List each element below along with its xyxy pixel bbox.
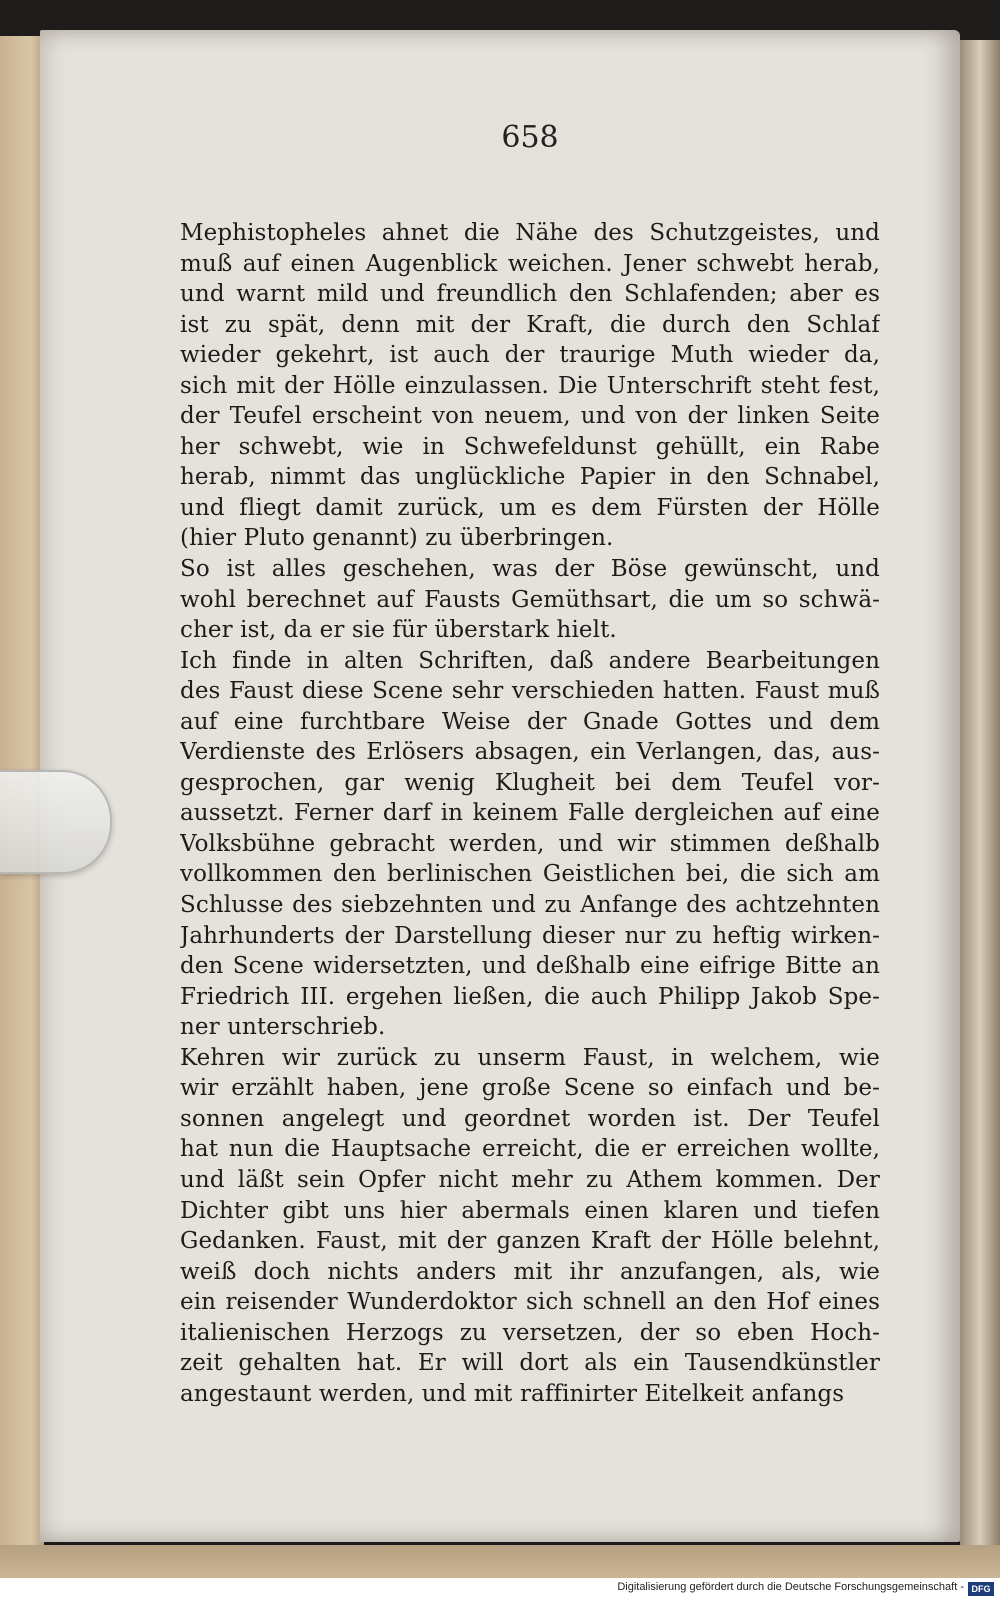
text-line: auf eine furchtbare Weise der Gnade Gottes und dem xyxy=(180,708,880,735)
text-line: Schlusse des siebzehnten und zu Anfange des achtzehnten xyxy=(180,892,880,919)
text-line: weiß doch nichts anders mit ihr anzufangen, als, wie xyxy=(180,1258,880,1285)
text-line: wir erzählt haben, jene große Scene so einfach und be- xyxy=(180,1075,880,1102)
text-line: zeit gehalten hat. Er will dort als ein Tausendkünstler xyxy=(180,1350,880,1377)
text-line: hat nun die Hauptsache erreicht, die er erreichen wollte, xyxy=(180,1136,880,1163)
book-right-edge xyxy=(960,40,1000,1550)
text-line: muß auf einen Augenblick weichen. Jener schwebt herab, xyxy=(180,250,880,277)
text-line: ist zu spät, denn mit der Kraft, die durch den Schlaf xyxy=(180,311,880,338)
text-line: Gedanken. Faust, mit der ganzen Kraft der Hölle belehnt, xyxy=(180,1228,880,1255)
text-line: Volksbühne gebracht werden, und wir stimmen deßhalb xyxy=(180,830,880,857)
digitization-footer xyxy=(0,1578,1000,1600)
dfg-logo: DFG xyxy=(968,1582,994,1596)
text-line: und fliegt damit zurück, um es dem Fürsten der Hölle xyxy=(180,494,880,521)
text-line: herab, nimmt das unglückliche Papier in den Schnabel, xyxy=(180,464,880,491)
text-line: wohl berechnet auf Fausts Gemüthsart, die um so schwä- xyxy=(180,586,880,613)
footer-credit: Digitalisierung gefördert durch die Deutsche Forschungsgemeinschaft - xyxy=(617,1581,964,1593)
text-line: Dichter gibt uns hier abermals einen klaren und tiefen xyxy=(180,1197,880,1224)
text-line: Jahrhunderts der Darstellung dieser nur zu heftig wirken- xyxy=(180,922,880,949)
text-line: Verdienste des Erlösers absagen, ein Verlangen, das, aus- xyxy=(180,739,880,766)
text-line: des Faust diese Scene sehr verschieden hatten. Faust muß xyxy=(180,678,880,705)
page-number: 658 xyxy=(501,120,559,155)
bookmark-clip xyxy=(0,770,112,874)
book-bottom-edge xyxy=(0,1545,1000,1579)
text-line: angestaunt werden, und mit raffinirter Eitelkeit anfangs xyxy=(180,1380,845,1407)
text-line: her schwebt, wie in Schwefeldunst gehüllt, ein Rabe xyxy=(180,433,880,460)
text-line: vollkommen den berlinischen Geistlichen bei, die sich am xyxy=(180,861,880,888)
text-line: sich mit der Hölle einzulassen. Die Unterschrift steht fest, xyxy=(180,372,880,399)
text-line: italienischen Herzogs zu versetzen, der so eben Hoch- xyxy=(180,1319,880,1346)
text-line: (hier Pluto genannt) zu überbringen. xyxy=(180,525,614,552)
text-line: Kehren wir zurück zu unserm Faust, in welchem, wie xyxy=(180,1044,880,1071)
text-line: und läßt sein Opfer nicht mehr zu Athem kommen. Der xyxy=(180,1166,880,1193)
text-line: der Teufel erscheint von neuem, und von der linken Seite xyxy=(180,403,880,430)
text-line: den Scene widersetzten, und deßhalb eine eifrige Bitte an xyxy=(180,953,880,980)
text-line: Ich finde in alten Schriften, daß andere Bearbeitungen xyxy=(180,647,880,674)
page-text xyxy=(180,218,880,1409)
text-line: cher ist, da er sie für überstark hielt. xyxy=(180,617,617,644)
text-line: wieder gekehrt, ist auch der traurige Muth wieder da, xyxy=(180,342,880,369)
text-line: ein reisender Wunderdoktor sich schnell an den Hof eines xyxy=(180,1289,880,1316)
text-line: ner unterschrieb. xyxy=(180,1014,386,1041)
text-line: aussetzt. Ferner darf in keinem Falle dergleichen auf eine xyxy=(180,800,880,827)
text-line: So ist alles geschehen, was der Böse gewünscht, und xyxy=(180,556,880,583)
text-line: Friedrich III. ergehen ließen, die auch Philipp Jakob Spe- xyxy=(180,983,880,1010)
text-line: und warnt mild und freundlich den Schlafenden; aber es xyxy=(180,281,880,308)
text-line: sonnen angelegt und geordnet worden ist. Der Teufel xyxy=(180,1105,880,1132)
text-line: gesprochen, gar wenig Klugheit bei dem Teufel vor- xyxy=(180,769,880,796)
text-line: Mephistopheles ahnet die Nähe des Schutzgeistes, und xyxy=(180,220,880,246)
